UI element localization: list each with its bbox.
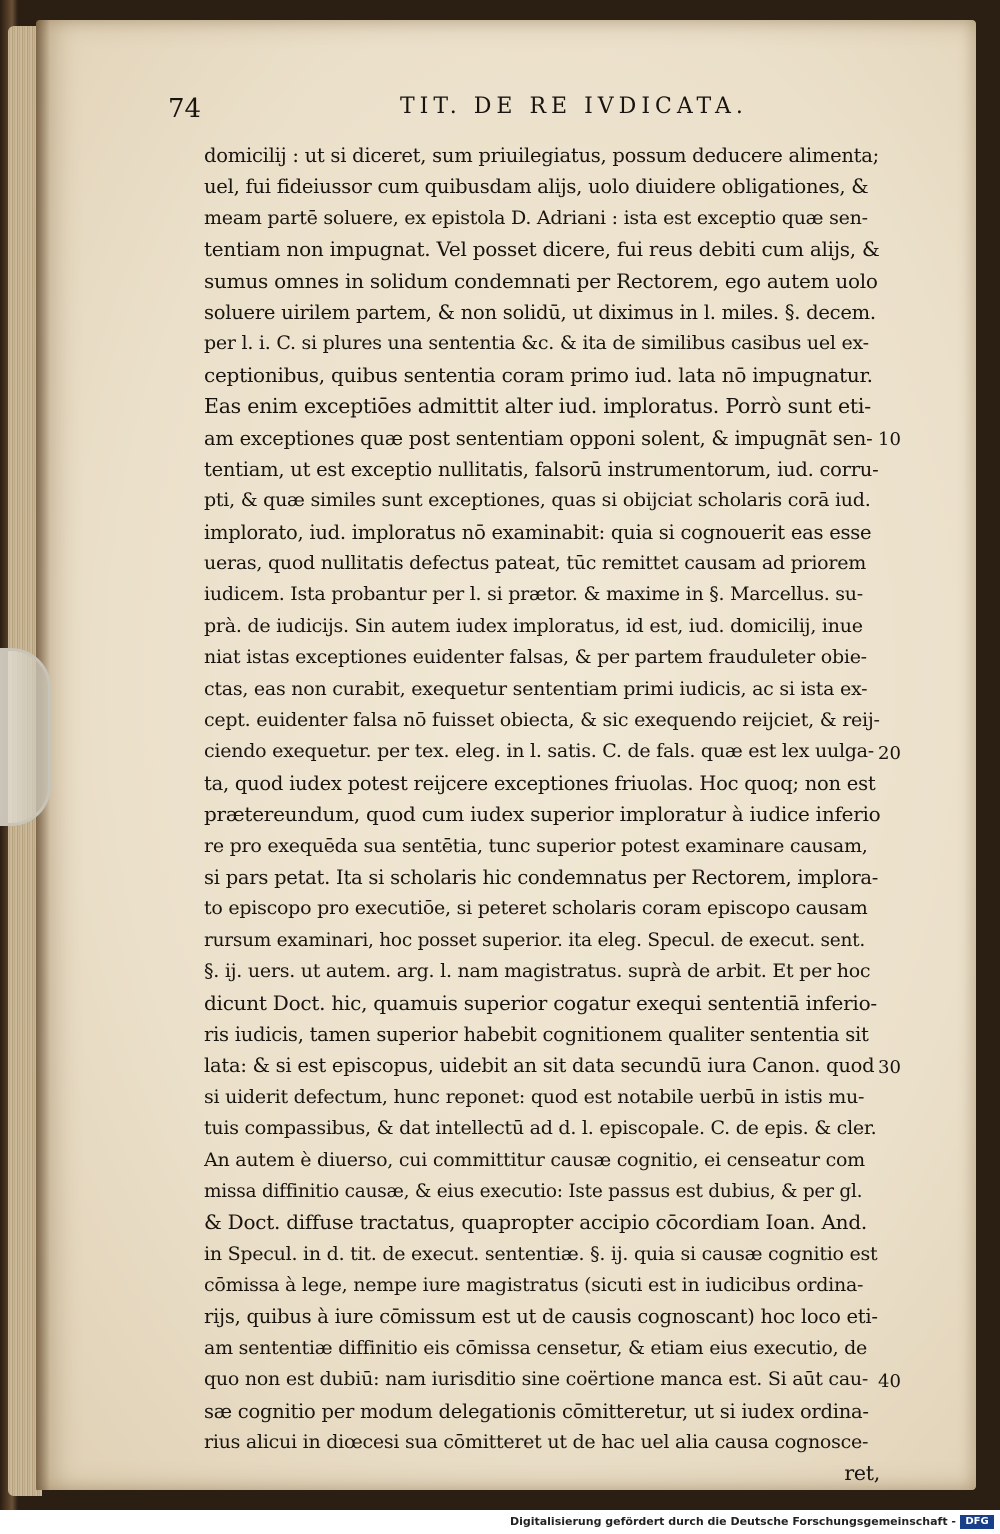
body-text (204, 140, 880, 1490)
text-line: rijs, quibus à iure cōmissum est ut de causis cognoscant) hoc loco eti- (204, 1305, 878, 1329)
text-line: niat istas exceptiones euidenter falsas, & per partem frauduleter obie- (204, 646, 867, 669)
text-line: lata: & si est episcopus, uidebit an sit data secundū iura Canon. quod (204, 1054, 875, 1078)
margin-line-number: 10 (878, 428, 901, 450)
dfg-logo: DFG (960, 1515, 994, 1529)
text-line: ciendo exequetur. per tex. eleg. in l. satis. C. de fals. quæ est lex uulga- (204, 740, 874, 763)
text-line: missa diffinitio causæ, & eius executio: Iste passus est dubius, & per gl. (204, 1180, 863, 1202)
text-line: & Doct. diffuse tractatus, quapropter accipio cōcordiam Ioan. And. (204, 1210, 867, 1235)
text-line: uel, fui fideiussor cum quibusdam alijs, uolo diuidere obligationes, & (204, 175, 869, 199)
text-line: to episcopo pro executiōe, si peteret scholaris coram episcopo causam (204, 897, 868, 920)
page-clip (0, 648, 51, 826)
margin-line-number: 40 (878, 1370, 901, 1392)
text-line: An autem è diuerso, cui committitur causæ cognitio, ei censeatur com (204, 1148, 865, 1171)
text-line: tuis compassibus, & dat intellectū ad d. l. episcopale. C. de epis. & cler. (204, 1117, 877, 1140)
text-line: dicunt Doct. hic, quamuis superior cogatur exequi sententiā inferio- (204, 990, 877, 1015)
text-line: ueras, quod nullitatis defectus pateat, tūc remittet causam ad priorem (204, 552, 866, 575)
text-line: tentiam non impugnat. Vel posset dicere, fui reus debiti cum alijs, & (204, 237, 880, 262)
text-line: pti, & quæ similes sunt exceptiones, quas si obijciat scholaris corā iud. (204, 489, 871, 512)
text-line: ctas, eas non curabit, exequetur sententiam primi iudicis, ac si ista ex- (204, 677, 868, 700)
text-line: meam partē soluere, ex epistola D. Adriani : ista est exceptio quæ sen- (204, 206, 868, 229)
text-line: tentiam, ut est exceptio nullitatis, falsorū instrumentorum, iud. corru- (204, 457, 879, 481)
page-header (168, 94, 948, 128)
text-line: soluere uirilem partem, & non solidū, ut diximus in l. miles. §. decem. (204, 300, 876, 324)
text-line: implorato, iud. imploratus nō examinabit: quia si cognouerit eas esse (204, 520, 872, 544)
footer-bar (0, 1510, 1000, 1534)
text-line: am sententiæ diffinitio eis cōmissa censetur, & etiam eius executio, de (204, 1336, 868, 1359)
page-number: 74 (168, 94, 202, 124)
text-line: am exceptiones quæ post sententiam opponi solent, & impugnāt sen- (204, 426, 873, 450)
text-line: ceptionibus, quibus sententia coram primo iud. lata nō impugnatur. (204, 362, 873, 387)
text-line: cōmissa à lege, nempe iure magistratus (sicuti est in iudicibus ordina- (204, 1274, 864, 1297)
text-line: rursum examinari, hoc posset superior. ita eleg. Specul. de execut. sent. (204, 929, 865, 951)
text-line: per l. i. C. si plures una sententia &c. & ita de similibus casibus uel ex- (204, 332, 869, 355)
text-line: ris iudicis, tamen superior habebit cognitionem qualiter sententia sit (204, 1022, 869, 1046)
margin-line-number: 30 (878, 1056, 901, 1078)
text-line: in Specul. in d. tit. de execut. sententiæ. §. ij. quia si causæ cognitio est (204, 1242, 878, 1265)
text-line: prætereundum, quod cum iudex superior imploratur à iudice inferio (204, 802, 880, 827)
text-line: Eas enim exceptiōes admittit alter iud. imploratus. Porrò sunt eti- (204, 394, 871, 419)
text-line: sæ cognitio per modum delegationis cōmitteretur, ut si iudex ordina- (204, 1399, 869, 1423)
text-line: si pars petat. Ita si scholaris hic condemnatus per Rectorem, implora- (204, 865, 879, 889)
margin-line-number: 20 (878, 742, 901, 764)
text-line: quo non est dubiū: nam iurisditio sine coërtione manca est. Si aūt cau- (204, 1368, 869, 1391)
text-line: domicilij : ut si diceret, sum priuilegiatus, possum deducere alimenta; (204, 144, 879, 167)
text-line: re pro exequēda sua sentētia, tunc superior potest examinare causam, (204, 834, 868, 857)
text-line: sumus omnes in solidum condemnati per Rectorem, ego autem uolo (204, 268, 878, 293)
text-line: ta, quod iudex potest reijcere exceptiones friuolas. Hoc quoq; non est (204, 771, 876, 795)
footer-credit: Digitalisierung gefördert durch die Deutsche Forschungsgemeinschaft - (509, 1515, 956, 1528)
text-line: rius alicui in diœcesi sua cōmitteret ut de hac uel alia causa cognosce- (204, 1431, 869, 1454)
text-line: si uiderit defectum, hunc reponet: quod est notabile uerbū in istis mu- (204, 1085, 865, 1108)
text-line: ret, (844, 1461, 880, 1486)
running-head: TIT. DE RE IVDICATA. (400, 94, 748, 119)
text-line: cept. euidenter falsa nō fuisset obiecta, & sic exequendo reijciet, & reij- (204, 709, 880, 732)
text-line: iudicem. Ista probantur per l. si prætor. & maxime in §. Marcellus. su- (204, 583, 863, 606)
text-line: §. ij. uers. ut autem. arg. l. nam magistratus. suprà de arbit. Et per hoc (204, 960, 871, 983)
text-line: prà. de iudicijs. Sin autem iudex imploratus, id est, iud. domicilij, inue (204, 614, 863, 637)
